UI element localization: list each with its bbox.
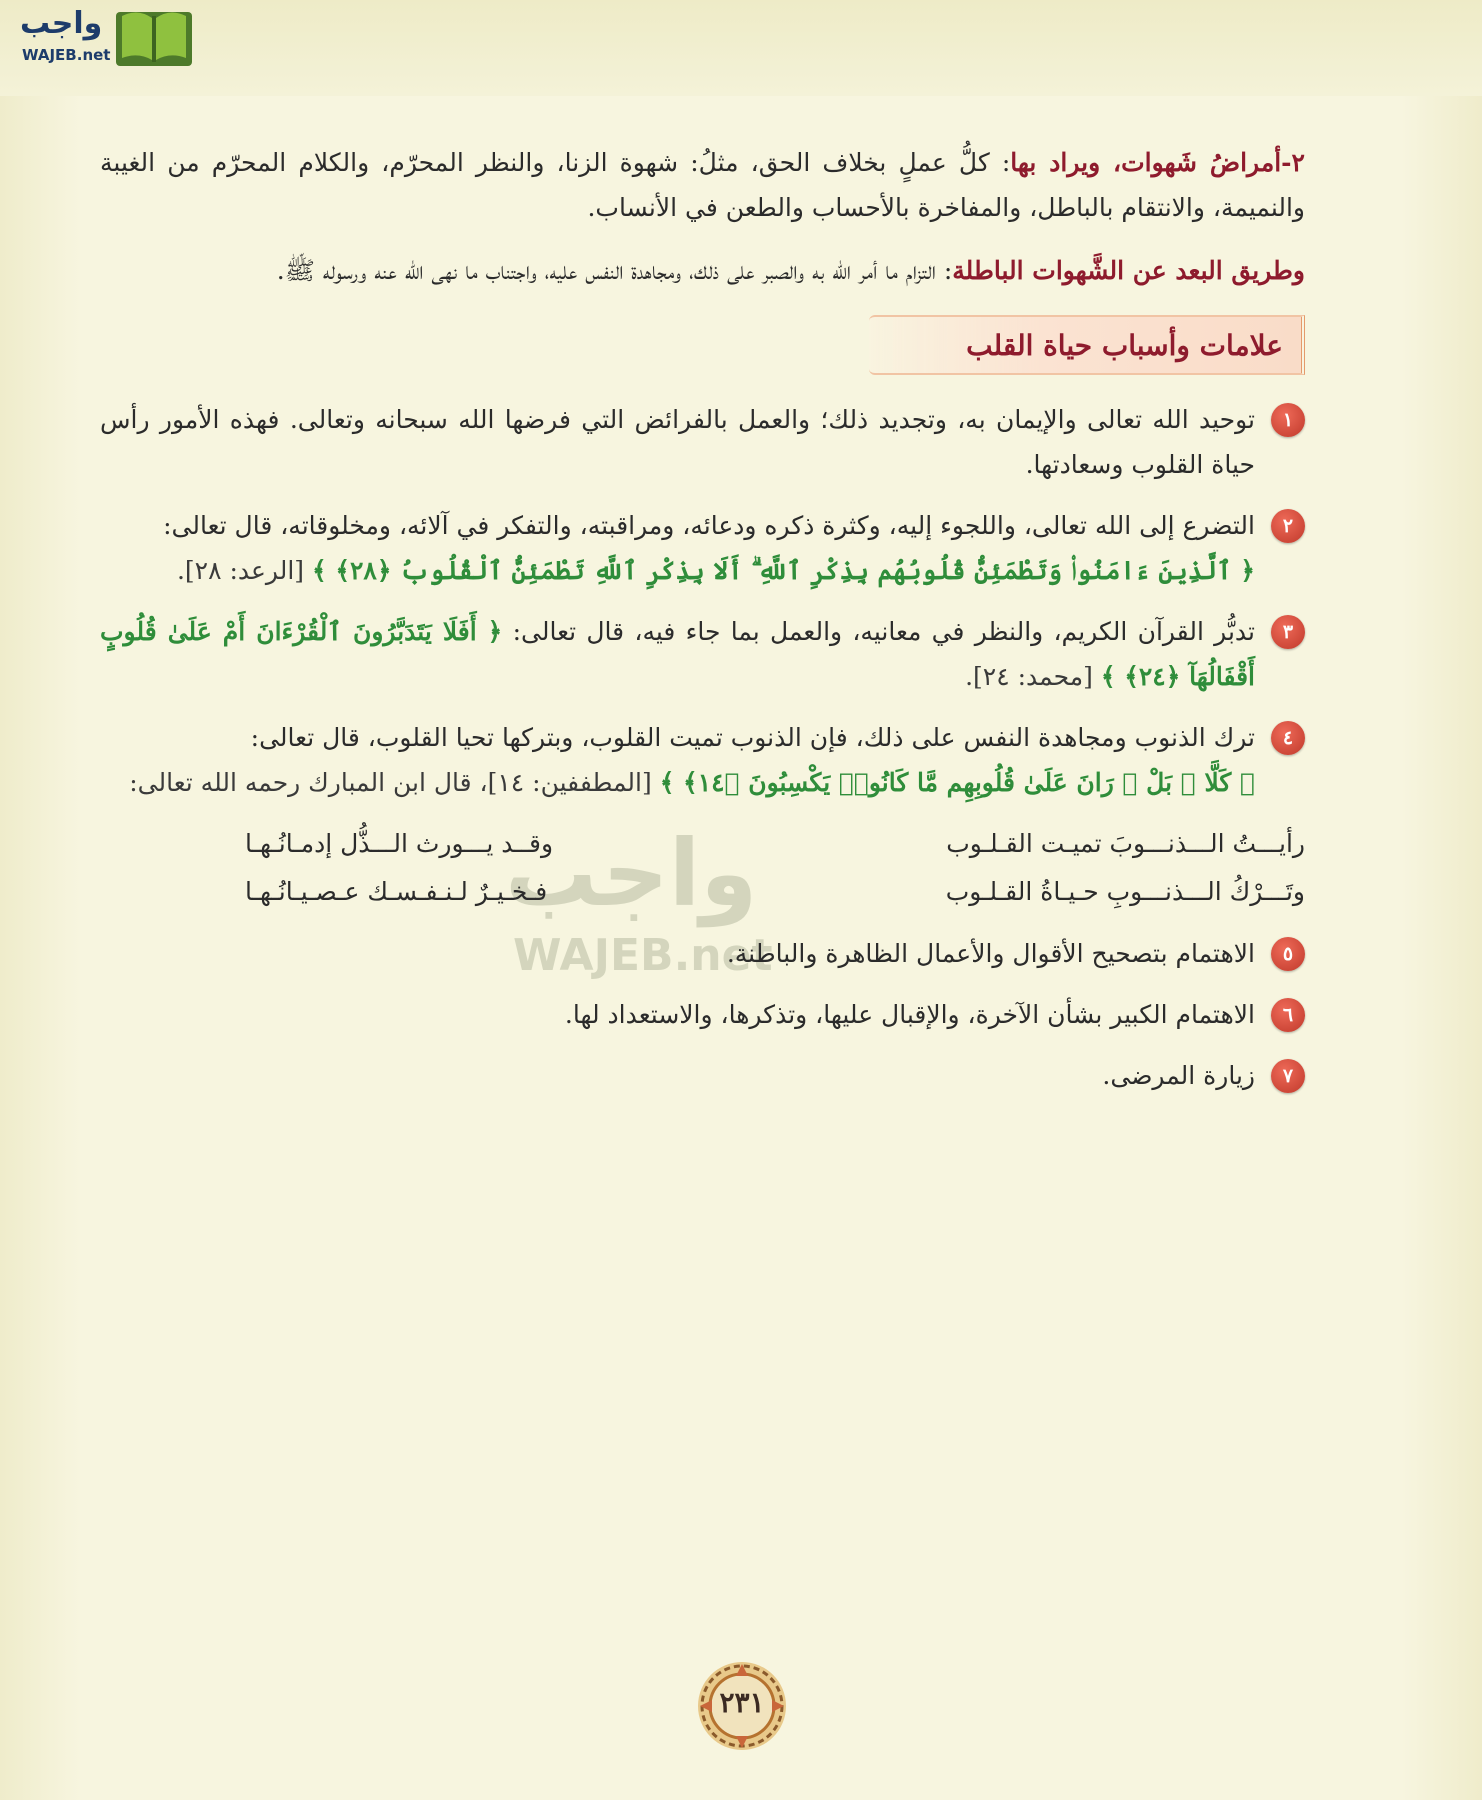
wajeb-logo[interactable] xyxy=(10,4,190,70)
paragraph-text: : التزام ما أمر الله به والصبر على ذلك، ومجاهدة النفس عليه، واجتناب ما نهى الله عنه ورسوله ﷺ. xyxy=(276,256,953,285)
page-number-badge xyxy=(696,1660,788,1752)
verse-reference: [محمد: ٢٤]. xyxy=(965,662,1093,691)
list-item-7 xyxy=(100,1053,1305,1098)
item-text: تدبُّر القرآن الكريم، والنظر في معانيه، والعمل بما جاء فيه، قال تعالى: xyxy=(512,617,1255,646)
verse-reference: [المطففين: ١٤]، قال ابن المبارك رحمه الله تعالى: xyxy=(129,768,652,797)
page-content xyxy=(100,140,1305,1114)
list-item-1 xyxy=(100,397,1305,487)
section-heading xyxy=(869,315,1305,375)
book-icon xyxy=(116,6,192,68)
verse-reference: [الرعد: ٢٨]. xyxy=(176,556,305,585)
logo-latin: WAJEB.net xyxy=(22,46,111,64)
list-item-6 xyxy=(100,992,1305,1037)
poem-line1-first-hemistich: رأيـــتُ الـــذنـــوبَ تميـت القـلـوب xyxy=(946,829,1305,858)
number-badge: ٣ xyxy=(1271,615,1305,649)
item-text: التضرع إلى الله تعالى، واللجوء إليه، وكثرة ذكره ودعائه، ومراقبته، والتفكر في آلائه، ومخلوقاته، قال تعالى: xyxy=(163,511,1255,540)
list-item-3 xyxy=(100,609,1305,699)
poem-line2-second-hemistich: فـخـيـرٌ لـنـفـسـك عـصـيـانُـهـا xyxy=(245,877,548,906)
logo-arabic: واجب xyxy=(20,6,103,41)
quran-verse: ﴿ أَفَلَا يَتَدَبَّرُونَ ٱلْقُرْءَانَ أَمْ عَلَىٰ قُلُوبٍ أَقْفَالُهَآ ﴿٢٤﴾ ﴾ xyxy=(100,617,1255,691)
top-band xyxy=(0,0,1482,96)
paragraph-avoid-lusts xyxy=(100,248,1305,293)
number-badge: ١ xyxy=(1271,403,1305,437)
list-item-5 xyxy=(100,931,1305,976)
list-item-4 xyxy=(100,715,1305,805)
item-text: الاهتمام الكبير بشأن الآخرة، والإقبال عليها، وتذكرها، والاستعداد لها. xyxy=(564,1000,1255,1029)
term-avoid-lusts: وطريق البعد عن الشَّهوات الباطلة xyxy=(952,256,1305,285)
paragraph-text: : كلُّ عملٍ بخلاف الحق، مثلُ: شهوة الزنا، والنظر المحرّم، والكلام المحرّم من الغيبة والنميمة، والانتقام بالباطل، والمفاخرة بالأحساب والطعن في الأنساب. xyxy=(100,148,1305,222)
number-badge: ٢ xyxy=(1271,509,1305,543)
paragraph-lust-diseases xyxy=(100,140,1305,230)
page-number: ٢٣١ xyxy=(719,1686,765,1719)
poem xyxy=(245,821,1305,917)
item-text: ترك الذنوب ومجاهدة النفس على ذلك، فإن الذنوب تميت القلوب، وبتركها تحيا القلوب، قال تعالى: xyxy=(250,723,1255,752)
quran-verse: ﴿ ٱلَّذِينَ ءَامَنُوا۟ وَتَطْمَئِنُّ قُلُوبُهُم بِذِكْرِ ٱللَّهِ ۗ أَلَا بِذِكْرِ ٱللَّهِ تَطْمَئِنُّ ٱلْقُلُوبُ ﴿٢٨﴾ ﴾ xyxy=(311,556,1255,585)
poem-line2-first-hemistich: وتَـــرْكُ الـــذنـــوبِ حـيـاةُ القـلـوب xyxy=(945,877,1305,906)
quran-verse: ﴿ كَلَّا ۖ بَلْ ۜ رَانَ عَلَىٰ قُلُوبِهِم مَّا كَانُوا۟ يَكْسِبُونَ ﴿١٤﴾ ﴾ xyxy=(659,768,1255,797)
item-text: الاهتمام بتصحيح الأقوال والأعمال الظاهرة والباطنة. xyxy=(726,939,1255,968)
item-text: توحيد الله تعالى والإيمان به، وتجديد ذلك؛ والعمل بالفرائض التي فرضها الله سبحانه وتعالى. فهذه الأمور رأس حياة القلوب وسعادتها. xyxy=(100,405,1255,479)
list-item-2 xyxy=(100,503,1305,593)
number-badge: ٥ xyxy=(1271,937,1305,971)
term-lust-diseases: ٢-أمراضُ شَهوات، ويراد بها xyxy=(1010,148,1305,177)
section-title: علامات وأسباب حياة القلب xyxy=(966,329,1283,362)
item-text: زيارة المرضى. xyxy=(1102,1061,1255,1090)
number-badge: ٧ xyxy=(1271,1059,1305,1093)
number-badge: ٦ xyxy=(1271,998,1305,1032)
poem-line1-second-hemistich: وقــد يـــورث الـــذُّل إدمـانُـهـا xyxy=(245,829,554,858)
number-badge: ٤ xyxy=(1271,721,1305,755)
